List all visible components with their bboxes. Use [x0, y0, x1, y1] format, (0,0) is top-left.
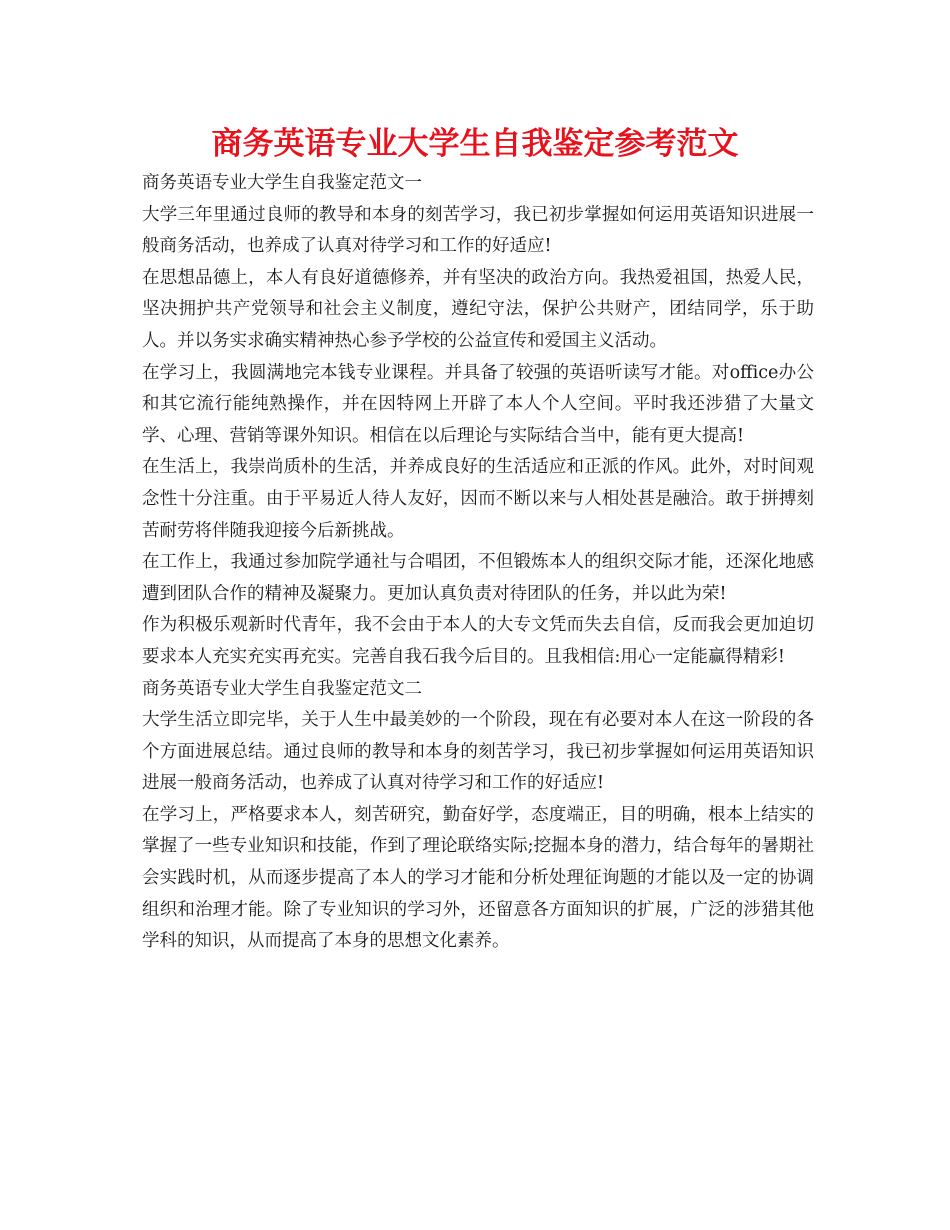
body-paragraph: 在学习上，严格要求本人，刻苦研究，勤奋好学，态度端正，目的明确，根本上结实的掌握了一些专业知识和技能，作到了理论联络实际;挖掘本身的潜力，结合每年的暑期社会实践时机，从而逐步提高了本人的学习才能和分析处理征询题的才能以及一定的协调组织和治理才能。除了专业知识的学习外，还留意各方面知识的扩展，广泛的涉猎其他学科的知识，从而提高了本身的思想文化素养。	[142, 804, 814, 952]
body-paragraph: 在工作上，我通过参加院学通社与合唱团，不但锻炼本人的组织交际才能，还深化地感遭到团队合作的精神及凝聚力。更加认真负责对待团队的任务，并以此为荣!	[142, 552, 814, 604]
body-paragraph: 大学三年里通过良师的教导和本身的刻苦学习，我已初步掌握如何运用英语知识进展一般商务活动，也养成了认真对待学习和工作的好适应!	[142, 204, 814, 257]
body-paragraph: 在思想品德上，本人有良好道德修养，并有坚决的政治方向。我热爱祖国，热爱人民，坚决拥护共产党领导和社会主义制度，遵纪守法，保护公共财产，团结同学，乐于助人。并以务实求确实精神热心参予学校的公益宣传和爱国主义活动。	[142, 267, 814, 351]
section-heading: 商务英语专业大学生自我鉴定范文二	[142, 678, 422, 699]
document-title: 商务英语专业大学生自我鉴定参考范文	[211, 126, 739, 162]
body-paragraph: 作为积极乐观新时代青年，我不会由于本人的大专文凭而失去自信，反而我会更加迫切要求本人充实充实再充实。完善自我石我今后目的。且我相信:用心一定能赢得精彩!	[142, 615, 814, 667]
section-heading: 商务英语专业大学生自我鉴定范文一	[142, 173, 422, 193]
body-paragraph: 在学习上，我圆满地完本钱专业课程。并具备了较强的英语听读写才能。对office办公和其它流行能纯熟操作，并在因特网上开辟了本人个人空间。平时我还涉猎了大量文学、心理、营销等课外知识。相信在以后理论与实际结合当中，能有更大提高!	[142, 362, 814, 446]
body-paragraph: 大学生活立即完毕，关于人生中最美妙的一个阶段，现在有必要对本人在这一阶段的各个方面进展总结。通过良师的教导和本身的刻苦学习，我已初步掌握如何运用英语知识进展一般商务活动，也养成了认真对待学习和工作的好适应!	[142, 710, 814, 794]
body-paragraph: 在生活上，我崇尚质朴的生活，并养成良好的生活适应和正派的作风。此外，对时间观念性十分注重。由于平易近人待人友好，因而不断以来与人相处甚是融洽。敢于拼搏刻苦耐劳将伴随我迎接今后新挑战。	[142, 457, 814, 541]
document-body	[142, 168, 814, 958]
